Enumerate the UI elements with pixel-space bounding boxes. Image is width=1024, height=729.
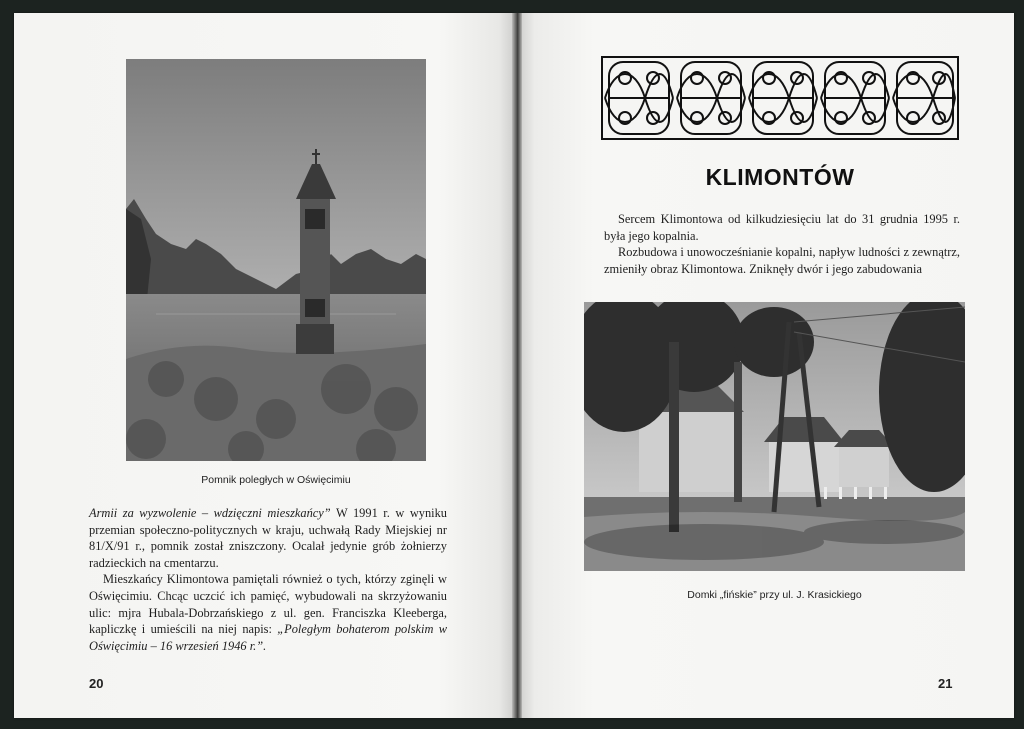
right-photo-caption: Domki „fińskie” przy ul. J. Krasickiego	[687, 589, 862, 601]
right-paragraph-1: Sercem Klimontowa od kilkudziesięciu lat do 31 grudnia 1995 r. była jego kopalnia.	[604, 212, 960, 243]
left-page-number: 20	[89, 676, 104, 691]
left-paragraph-1-italic: Armii za wyzwolenie – wdzięczni mieszkańcy”	[89, 506, 331, 520]
left-paragraph-2-text: Mieszkańcy Klimontowa pamiętali również o tych, którzy zginęli w Oświęcimiu. Chcąc uczcić ich pamięć, wybudowali na skrzyżowaniu ulic: mjra Hubala-Dobrzańskiego z ul. gen. Franciszka Kleeberga, kapliczkę i umieścili na niej napis:	[89, 572, 447, 637]
right-body-text	[604, 211, 960, 277]
left-paragraph-1	[89, 505, 447, 571]
left-paragraph-1-text: W 1991 r. w wyniku przemian społeczno-politycznych w kraju, uchwałą Rady Miejskiej nr 81/X/91 r., pomnik został zniszczony. Ocalał jedynie grób żołnierzy radzieckich na cmentarzu.	[89, 506, 447, 570]
left-photo-caption: Pomnik poległych w Oświęcimiu	[201, 474, 351, 486]
right-page-number: 21	[938, 676, 953, 691]
right-paragraph-2: Rozbudowa i unowocześnianie kopalni, napływ ludności z zewnątrz, zmieniły obraz Klimontowa. Zniknęły dwór i jego zabudowania	[604, 245, 960, 276]
houses-photo	[584, 302, 965, 571]
shrine-photo	[126, 59, 426, 461]
chapter-heading: KLIMONTÓW	[705, 164, 855, 190]
book-spine	[512, 13, 522, 718]
left-paragraph-2-italic: „Poległym bohaterom polskim w Oświęcimiu – 16 wrzesień 1946 r.”.	[89, 622, 448, 653]
celtic-knot-ornament	[601, 56, 959, 140]
left-body-text	[89, 505, 447, 654]
left-paragraph-2	[89, 571, 447, 654]
